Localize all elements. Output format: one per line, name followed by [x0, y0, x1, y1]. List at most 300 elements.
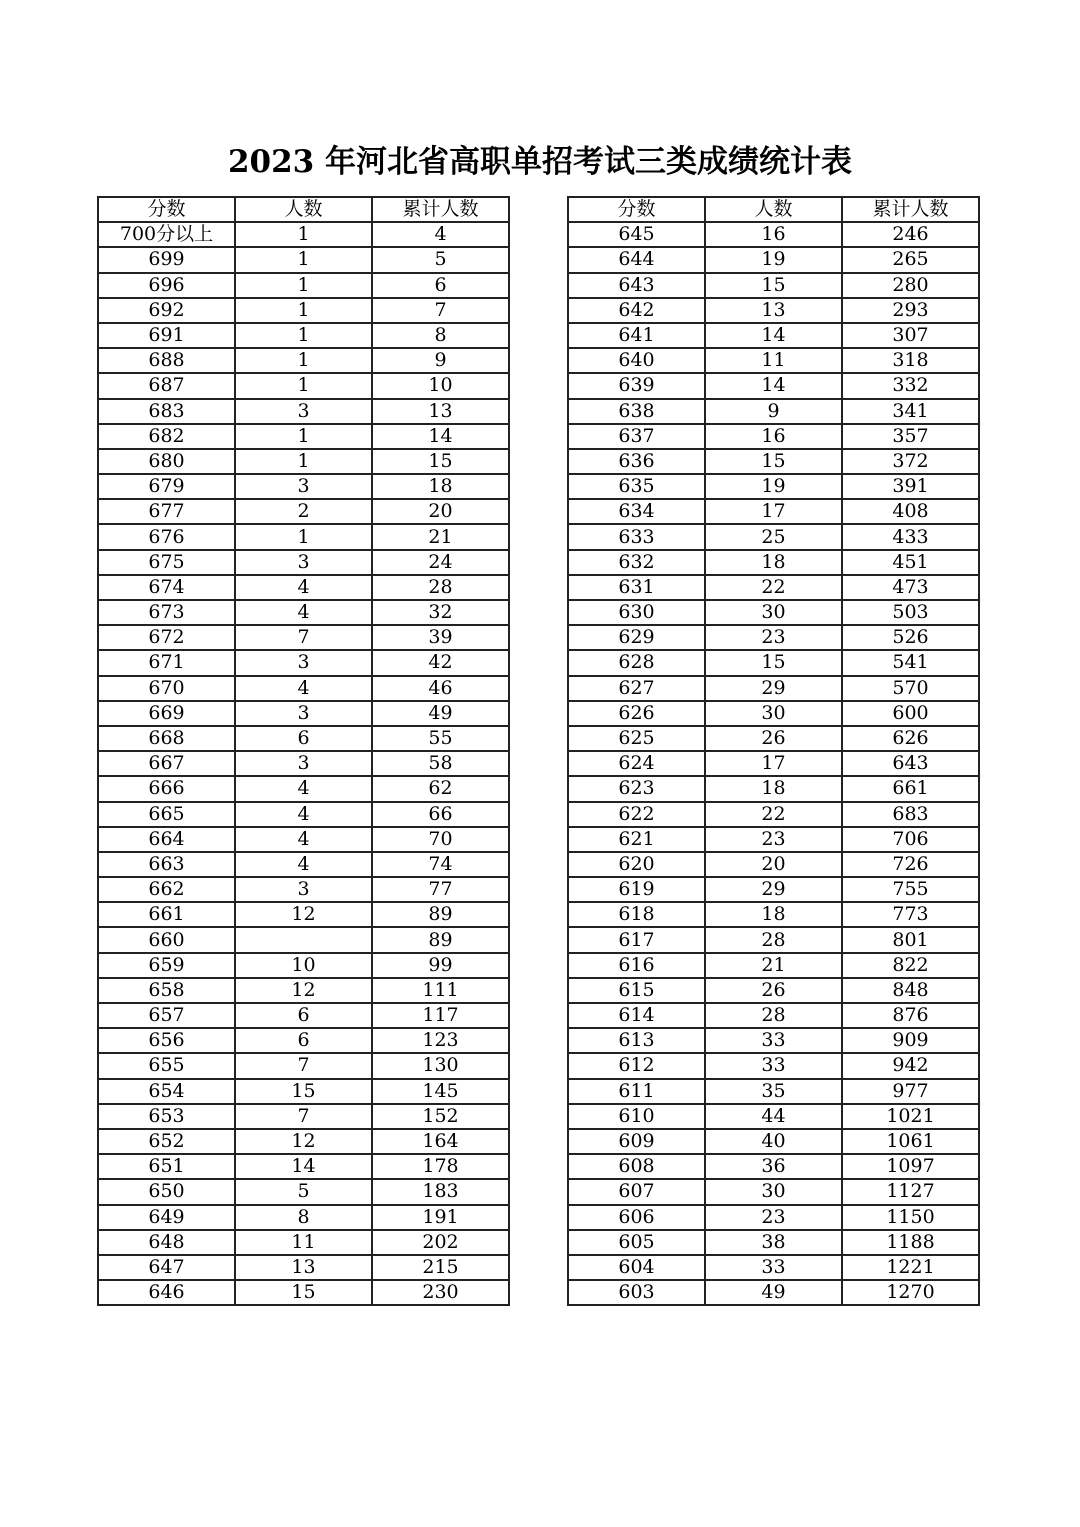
cell-score: 652 [98, 1129, 235, 1154]
cell-count: 3 [235, 751, 372, 776]
cell-score: 640 [568, 348, 705, 373]
cell-cumulative: 7 [372, 298, 509, 323]
cell-count: 4 [235, 575, 372, 600]
cell-score: 625 [568, 726, 705, 751]
cell-cumulative: 726 [842, 852, 979, 877]
table-row [568, 424, 979, 449]
cell-score: 606 [568, 1205, 705, 1230]
cell-cumulative: 1188 [842, 1230, 979, 1255]
table-row [98, 499, 509, 524]
table-row [98, 1230, 509, 1255]
cell-count: 23 [705, 1205, 842, 1230]
cell-count: 7 [235, 1104, 372, 1129]
table-row [568, 1053, 979, 1078]
cell-score: 608 [568, 1154, 705, 1179]
cell-count: 17 [705, 751, 842, 776]
table-row [98, 852, 509, 877]
table-row [98, 1179, 509, 1204]
cell-score: 673 [98, 600, 235, 625]
table-header-row [98, 197, 509, 222]
cell-count: 12 [235, 978, 372, 1003]
table-row [568, 1129, 979, 1154]
cell-cumulative: 39 [372, 625, 509, 650]
cell-cumulative: 503 [842, 600, 979, 625]
table-row [568, 499, 979, 524]
table-row [98, 751, 509, 776]
cell-cumulative: 643 [842, 751, 979, 776]
cell-score: 668 [98, 726, 235, 751]
table-row [98, 802, 509, 827]
cell-cumulative: 8 [372, 323, 509, 348]
table-row [98, 348, 509, 373]
cell-cumulative: 66 [372, 802, 509, 827]
cell-cumulative: 909 [842, 1028, 979, 1053]
cell-score: 696 [98, 273, 235, 298]
cell-cumulative: 191 [372, 1205, 509, 1230]
table-row [98, 953, 509, 978]
cell-cumulative: 1021 [842, 1104, 979, 1129]
table-row [568, 726, 979, 751]
cell-count [235, 927, 372, 952]
cell-cumulative: 1221 [842, 1255, 979, 1280]
cell-cumulative: 1061 [842, 1129, 979, 1154]
cell-count: 1 [235, 323, 372, 348]
cell-cumulative: 10 [372, 373, 509, 398]
cell-cumulative: 6 [372, 273, 509, 298]
cell-score: 679 [98, 474, 235, 499]
cell-cumulative: 541 [842, 650, 979, 675]
cell-score: 613 [568, 1028, 705, 1053]
cell-score: 618 [568, 902, 705, 927]
cell-cumulative: 293 [842, 298, 979, 323]
cell-cumulative: 89 [372, 927, 509, 952]
cell-score: 631 [568, 575, 705, 600]
cell-count: 1 [235, 247, 372, 272]
cell-score: 616 [568, 953, 705, 978]
cell-cumulative: 801 [842, 927, 979, 952]
table-row [98, 1003, 509, 1028]
cell-score: 648 [98, 1230, 235, 1255]
cell-count: 1 [235, 273, 372, 298]
table-row [568, 751, 979, 776]
cell-score: 630 [568, 600, 705, 625]
table-row [568, 575, 979, 600]
cell-score: 645 [568, 222, 705, 247]
cell-score: 656 [98, 1028, 235, 1053]
cell-cumulative: 876 [842, 1003, 979, 1028]
cell-cumulative: 307 [842, 323, 979, 348]
table-row [568, 474, 979, 499]
table-row [568, 399, 979, 424]
cell-count: 29 [705, 676, 842, 701]
cell-cumulative: 15 [372, 449, 509, 474]
cell-cumulative: 1097 [842, 1154, 979, 1179]
table-row [568, 978, 979, 1003]
cell-cumulative: 24 [372, 550, 509, 575]
cell-count: 15 [705, 650, 842, 675]
cell-count: 5 [235, 1179, 372, 1204]
cell-cumulative: 773 [842, 902, 979, 927]
cell-cumulative: 600 [842, 701, 979, 726]
cell-cumulative: 14 [372, 424, 509, 449]
table-row [568, 701, 979, 726]
cell-cumulative: 5 [372, 247, 509, 272]
cell-score: 667 [98, 751, 235, 776]
table-row [98, 273, 509, 298]
table-row [568, 600, 979, 625]
cell-score: 644 [568, 247, 705, 272]
cell-count: 29 [705, 877, 842, 902]
cell-count: 18 [705, 550, 842, 575]
cell-cumulative: 74 [372, 852, 509, 877]
cell-cumulative: 18 [372, 474, 509, 499]
cell-score: 636 [568, 449, 705, 474]
cell-cumulative: 152 [372, 1104, 509, 1129]
cell-cumulative: 145 [372, 1079, 509, 1104]
cell-count: 30 [705, 1179, 842, 1204]
cell-score: 624 [568, 751, 705, 776]
table-row [568, 449, 979, 474]
table-row [98, 550, 509, 575]
column-header-score: 分数 [98, 197, 235, 222]
cell-cumulative: 822 [842, 953, 979, 978]
cell-cumulative: 526 [842, 625, 979, 650]
cell-count: 12 [235, 902, 372, 927]
cell-count: 11 [705, 348, 842, 373]
table-row [98, 449, 509, 474]
cell-score: 680 [98, 449, 235, 474]
cell-cumulative: 32 [372, 600, 509, 625]
table-row [98, 776, 509, 801]
cell-score: 605 [568, 1230, 705, 1255]
cell-score: 651 [98, 1154, 235, 1179]
cell-count: 36 [705, 1154, 842, 1179]
cell-score: 623 [568, 776, 705, 801]
cell-count: 33 [705, 1028, 842, 1053]
table-row [568, 273, 979, 298]
cell-count: 33 [705, 1255, 842, 1280]
cell-score: 620 [568, 852, 705, 877]
cell-count: 6 [235, 1028, 372, 1053]
cell-count: 3 [235, 474, 372, 499]
cell-count: 4 [235, 802, 372, 827]
cell-score: 653 [98, 1104, 235, 1129]
table-row [98, 701, 509, 726]
cell-count: 16 [705, 424, 842, 449]
cell-cumulative: 49 [372, 701, 509, 726]
cell-cumulative: 70 [372, 827, 509, 852]
cell-score: 659 [98, 953, 235, 978]
table-row [568, 902, 979, 927]
cell-cumulative: 341 [842, 399, 979, 424]
cell-count: 9 [705, 399, 842, 424]
table-row [568, 1079, 979, 1104]
cell-count: 13 [235, 1255, 372, 1280]
cell-score: 650 [98, 1179, 235, 1204]
table-row [568, 1280, 979, 1305]
table-row [98, 877, 509, 902]
cell-score: 617 [568, 927, 705, 952]
table-row [98, 1104, 509, 1129]
cell-score: 619 [568, 877, 705, 902]
cell-count: 3 [235, 877, 372, 902]
table-row [568, 323, 979, 348]
cell-count: 3 [235, 550, 372, 575]
cell-cumulative: 626 [842, 726, 979, 751]
cell-score: 682 [98, 424, 235, 449]
cell-count: 33 [705, 1053, 842, 1078]
table-row [98, 625, 509, 650]
cell-score: 634 [568, 499, 705, 524]
cell-score: 658 [98, 978, 235, 1003]
cell-score: 643 [568, 273, 705, 298]
cell-score: 672 [98, 625, 235, 650]
cell-cumulative: 9 [372, 348, 509, 373]
cell-cumulative: 372 [842, 449, 979, 474]
cell-count: 7 [235, 1053, 372, 1078]
cell-score: 666 [98, 776, 235, 801]
cell-cumulative: 942 [842, 1053, 979, 1078]
cell-score: 610 [568, 1104, 705, 1129]
cell-cumulative: 661 [842, 776, 979, 801]
cell-count: 3 [235, 701, 372, 726]
cell-score: 661 [98, 902, 235, 927]
cell-cumulative: 13 [372, 399, 509, 424]
score-table-left [97, 196, 510, 1306]
cell-cumulative: 433 [842, 524, 979, 549]
column-header-cumulative: 累计人数 [842, 197, 979, 222]
cell-score: 639 [568, 373, 705, 398]
cell-count: 1 [235, 348, 372, 373]
cell-score: 688 [98, 348, 235, 373]
table-row [98, 524, 509, 549]
cell-score: 627 [568, 676, 705, 701]
cell-cumulative: 28 [372, 575, 509, 600]
cell-count: 6 [235, 1003, 372, 1028]
table-row [98, 247, 509, 272]
cell-count: 1 [235, 298, 372, 323]
cell-count: 3 [235, 650, 372, 675]
table-row [568, 953, 979, 978]
table-row [98, 575, 509, 600]
cell-score: 635 [568, 474, 705, 499]
table-row [568, 1179, 979, 1204]
cell-cumulative: 117 [372, 1003, 509, 1028]
table-row [98, 222, 509, 247]
table-row [568, 776, 979, 801]
cell-score: 626 [568, 701, 705, 726]
cell-cumulative: 202 [372, 1230, 509, 1255]
cell-score: 621 [568, 827, 705, 852]
cell-count: 18 [705, 776, 842, 801]
table-row [98, 676, 509, 701]
cell-cumulative: 451 [842, 550, 979, 575]
cell-count: 21 [705, 953, 842, 978]
cell-score: 629 [568, 625, 705, 650]
cell-count: 14 [705, 323, 842, 348]
table-row [568, 650, 979, 675]
cell-score: 633 [568, 524, 705, 549]
cell-score: 607 [568, 1179, 705, 1204]
cell-score: 609 [568, 1129, 705, 1154]
cell-count: 28 [705, 927, 842, 952]
cell-score: 615 [568, 978, 705, 1003]
cell-count: 4 [235, 776, 372, 801]
cell-count: 12 [235, 1129, 372, 1154]
column-header-cumulative: 累计人数 [372, 197, 509, 222]
table-row [98, 424, 509, 449]
cell-score: 657 [98, 1003, 235, 1028]
cell-score: 662 [98, 877, 235, 902]
table-row [568, 1003, 979, 1028]
cell-score: 604 [568, 1255, 705, 1280]
cell-score: 687 [98, 373, 235, 398]
cell-score: 649 [98, 1205, 235, 1230]
cell-cumulative: 46 [372, 676, 509, 701]
cell-count: 30 [705, 701, 842, 726]
cell-count: 15 [235, 1280, 372, 1305]
cell-score: 638 [568, 399, 705, 424]
cell-count: 19 [705, 247, 842, 272]
cell-count: 4 [235, 600, 372, 625]
cell-count: 4 [235, 827, 372, 852]
table-row [568, 298, 979, 323]
cell-count: 4 [235, 852, 372, 877]
cell-cumulative: 55 [372, 726, 509, 751]
cell-cumulative: 357 [842, 424, 979, 449]
cell-score: 663 [98, 852, 235, 877]
cell-count: 26 [705, 726, 842, 751]
cell-score: 700分以上 [98, 222, 235, 247]
cell-cumulative: 683 [842, 802, 979, 827]
cell-score: 611 [568, 1079, 705, 1104]
cell-count: 49 [705, 1280, 842, 1305]
cell-cumulative: 246 [842, 222, 979, 247]
cell-count: 1 [235, 373, 372, 398]
page-title: 2023 年河北省高职单招考试三类成绩统计表 [227, 144, 853, 180]
cell-count: 22 [705, 802, 842, 827]
cell-score: 622 [568, 802, 705, 827]
cell-cumulative: 4 [372, 222, 509, 247]
cell-cumulative: 111 [372, 978, 509, 1003]
cell-score: 637 [568, 424, 705, 449]
table-row [98, 927, 509, 952]
cell-count: 14 [705, 373, 842, 398]
cell-count: 35 [705, 1079, 842, 1104]
table-row [568, 1154, 979, 1179]
table-row [568, 247, 979, 272]
cell-score: 612 [568, 1053, 705, 1078]
table-row [568, 550, 979, 575]
cell-cumulative: 20 [372, 499, 509, 524]
cell-count: 1 [235, 424, 372, 449]
cell-count: 10 [235, 953, 372, 978]
table-row [568, 1104, 979, 1129]
cell-cumulative: 89 [372, 902, 509, 927]
cell-cumulative: 1150 [842, 1205, 979, 1230]
cell-cumulative: 332 [842, 373, 979, 398]
table-row [98, 323, 509, 348]
table-row [568, 1028, 979, 1053]
cell-cumulative: 164 [372, 1129, 509, 1154]
table-row [568, 852, 979, 877]
cell-cumulative: 318 [842, 348, 979, 373]
cell-count: 23 [705, 827, 842, 852]
cell-count: 1 [235, 524, 372, 549]
cell-cumulative: 265 [842, 247, 979, 272]
table-row [98, 650, 509, 675]
cell-score: 664 [98, 827, 235, 852]
cell-score: 699 [98, 247, 235, 272]
table-row [98, 474, 509, 499]
table-row [568, 827, 979, 852]
cell-count: 15 [235, 1079, 372, 1104]
column-header-count: 人数 [235, 197, 372, 222]
cell-cumulative: 755 [842, 877, 979, 902]
table-row [98, 1028, 509, 1053]
cell-count: 11 [235, 1230, 372, 1255]
cell-score: 632 [568, 550, 705, 575]
table-row [98, 1154, 509, 1179]
column-header-score: 分数 [568, 197, 705, 222]
cell-score: 674 [98, 575, 235, 600]
cell-score: 677 [98, 499, 235, 524]
cell-count: 22 [705, 575, 842, 600]
table-row [568, 373, 979, 398]
cell-count: 16 [705, 222, 842, 247]
table-row [568, 1230, 979, 1255]
cell-score: 641 [568, 323, 705, 348]
cell-score: 691 [98, 323, 235, 348]
cell-cumulative: 391 [842, 474, 979, 499]
cell-cumulative: 230 [372, 1280, 509, 1305]
cell-count: 20 [705, 852, 842, 877]
cell-cumulative: 123 [372, 1028, 509, 1053]
table-row [98, 373, 509, 398]
table-row [98, 726, 509, 751]
cell-count: 8 [235, 1205, 372, 1230]
cell-cumulative: 1270 [842, 1280, 979, 1305]
cell-count: 7 [235, 625, 372, 650]
cell-cumulative: 473 [842, 575, 979, 600]
cell-cumulative: 1127 [842, 1179, 979, 1204]
cell-score: 614 [568, 1003, 705, 1028]
cell-cumulative: 706 [842, 827, 979, 852]
table-row [98, 902, 509, 927]
cell-score: 669 [98, 701, 235, 726]
cell-count: 28 [705, 1003, 842, 1028]
cell-cumulative: 178 [372, 1154, 509, 1179]
cell-count: 19 [705, 474, 842, 499]
cell-count: 15 [705, 449, 842, 474]
cell-count: 13 [705, 298, 842, 323]
table-row [568, 625, 979, 650]
table-row [98, 298, 509, 323]
cell-score: 628 [568, 650, 705, 675]
cell-count: 44 [705, 1104, 842, 1129]
cell-count: 17 [705, 499, 842, 524]
table-row [568, 877, 979, 902]
table-row [568, 524, 979, 549]
cell-count: 4 [235, 676, 372, 701]
cell-count: 1 [235, 222, 372, 247]
cell-cumulative: 215 [372, 1255, 509, 1280]
cell-score: 603 [568, 1280, 705, 1305]
table-row [568, 676, 979, 701]
cell-score: 692 [98, 298, 235, 323]
cell-score: 655 [98, 1053, 235, 1078]
table-row [98, 1129, 509, 1154]
